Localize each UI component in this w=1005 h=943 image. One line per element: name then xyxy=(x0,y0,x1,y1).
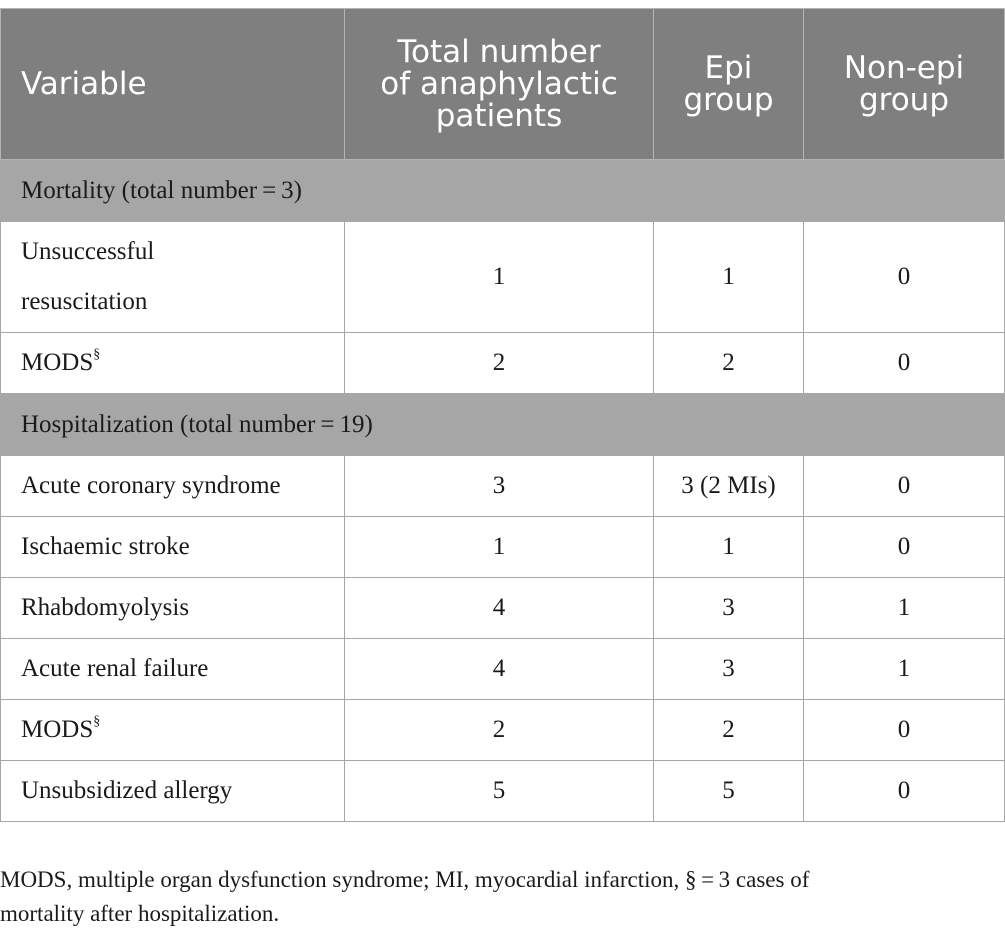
cell-non-epi: 0 xyxy=(804,456,1005,517)
cell-non-epi: 0 xyxy=(804,333,1005,394)
variable-line: MODS xyxy=(21,716,94,743)
header-epi-line: group xyxy=(683,82,774,118)
cell-total: 5 xyxy=(345,761,654,822)
header-epi xyxy=(654,9,804,160)
cell-non-epi: 0 xyxy=(804,517,1005,578)
cell-epi: 3 (2 MIs) xyxy=(654,456,804,517)
header-total-line: of anaphylactic xyxy=(380,66,618,102)
cell-non-epi: 0 xyxy=(804,222,1005,333)
cell-epi: 2 xyxy=(654,333,804,394)
header-non-epi-line: Non-epi xyxy=(843,50,965,86)
cell-variable: Acute renal failure xyxy=(1,639,345,700)
cell-epi: 2 xyxy=(654,700,804,761)
header-variable-label: Variable xyxy=(21,66,147,102)
footnote-line: MODS, multiple organ dysfunction syndrome; MI, myocardial infarction, § = 3 cases of xyxy=(0,867,810,892)
cell-non-epi: 0 xyxy=(804,700,1005,761)
cell-total: 4 xyxy=(345,639,654,700)
cell-epi: 1 xyxy=(654,222,804,333)
table-row xyxy=(1,456,1005,517)
cell-variable: Ischaemic stroke xyxy=(1,517,345,578)
table-row xyxy=(1,222,1005,333)
cell-epi: 3 xyxy=(654,639,804,700)
section-row-mortality xyxy=(1,160,1005,222)
table-row xyxy=(1,578,1005,639)
cell-total: 1 xyxy=(345,517,654,578)
footnote-line: mortality after hospitalization. xyxy=(0,901,280,926)
header-epi-line: Epi xyxy=(704,50,753,86)
cell-variable: Acute coronary syndrome xyxy=(1,456,345,517)
cell-total: 1 xyxy=(345,222,654,333)
section-title: Mortality (total number = 3) xyxy=(1,160,1005,222)
cell-total: 3 xyxy=(345,456,654,517)
header-non-epi xyxy=(804,9,1005,160)
cell-variable xyxy=(1,333,345,394)
table-row xyxy=(1,700,1005,761)
header-variable xyxy=(1,9,345,160)
cell-non-epi: 1 xyxy=(804,578,1005,639)
footnote-marker: § xyxy=(93,713,101,729)
header-row xyxy=(1,9,1005,160)
variable-line: resuscitation xyxy=(21,288,148,315)
cell-epi: 5 xyxy=(654,761,804,822)
header-total-line: Total number xyxy=(397,34,601,70)
header-non-epi-line: group xyxy=(858,82,950,118)
section-row-hospitalization xyxy=(1,394,1005,456)
cell-epi: 3 xyxy=(654,578,804,639)
cell-epi: 1 xyxy=(654,517,804,578)
outcomes-table xyxy=(0,8,1005,822)
table-row xyxy=(1,517,1005,578)
header-total xyxy=(345,9,654,160)
variable-line: Unsuccessful xyxy=(21,238,155,265)
footnote-marker: § xyxy=(93,346,101,362)
table-row xyxy=(1,761,1005,822)
table-row xyxy=(1,639,1005,700)
cell-non-epi: 0 xyxy=(804,761,1005,822)
table-row xyxy=(1,333,1005,394)
section-title: Hospitalization (total number = 19) xyxy=(1,394,1005,456)
cell-variable: Unsubsidized allergy xyxy=(1,761,345,822)
header-total-line: patients xyxy=(435,98,563,134)
table-footnote xyxy=(0,863,1000,931)
cell-total: 2 xyxy=(345,700,654,761)
variable-line: MODS xyxy=(21,349,94,376)
cell-variable: Rhabdomyolysis xyxy=(1,578,345,639)
cell-variable xyxy=(1,700,345,761)
cell-non-epi: 1 xyxy=(804,639,1005,700)
cell-total: 4 xyxy=(345,578,654,639)
cell-variable xyxy=(1,222,345,333)
cell-total: 2 xyxy=(345,333,654,394)
